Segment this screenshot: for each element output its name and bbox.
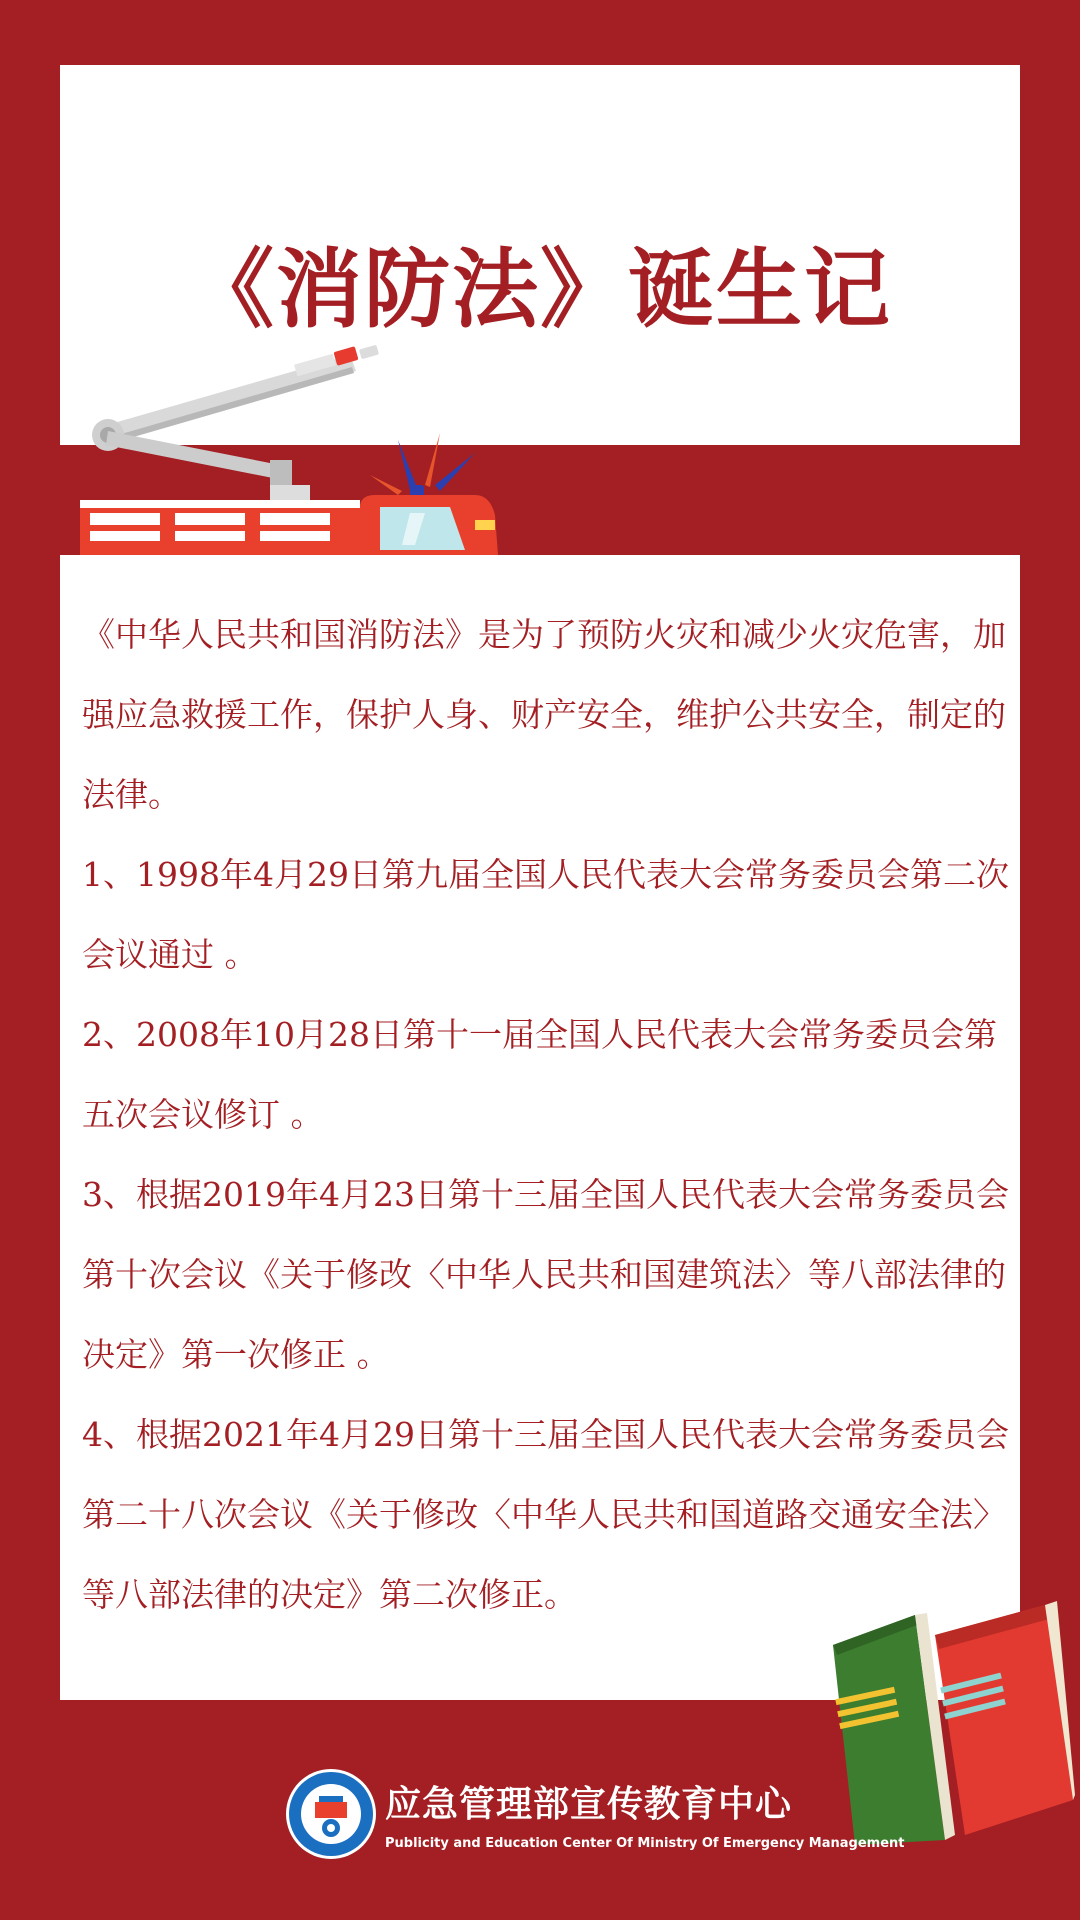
intro-paragraph: 《中华人民共和国消防法》是为了预防火灾和减少火灾危害，加强应急救援工作，保护人身、财产安全，维护公共安全，制定的法律。 — [82, 615, 1006, 814]
history-item: 2、2008年10月28日第十一届全国人民代表大会常务委员会第五次会议修订 。 — [82, 1015, 997, 1134]
books-illustration — [825, 1595, 1075, 1845]
page-title: 《消防法》诞生记 — [188, 240, 892, 340]
org-name: 应急管理部宣传教育中心 — [385, 1784, 793, 1825]
emergency-center-logo — [285, 1768, 377, 1860]
history-item: 3、根据2019年4月23日第十三届全国人民代表大会常务委员会第十次会议《关于修改〈中华人民共和国建筑法〉等八部法律的决定》第一次修正 。 — [82, 1175, 1009, 1374]
fire-truck-illustration — [80, 345, 520, 555]
content-text — [82, 595, 1012, 1635]
footer — [285, 1768, 905, 1863]
org-name-english: Publicity and Education Center Of Ministry Of Emergency Management — [385, 1836, 905, 1851]
content-card — [60, 555, 1020, 1700]
history-item: 4、根据2021年4月29日第十三届全国人民代表大会常务委员会第二十八次会议《关于修改〈中华人民共和国道路交通安全法〉等八部法律的决定》第二次修正。 — [82, 1415, 1009, 1614]
history-item: 1、1998年4月29日第九届全国人民代表大会常务委员会第二次会议通过 。 — [82, 855, 1009, 974]
